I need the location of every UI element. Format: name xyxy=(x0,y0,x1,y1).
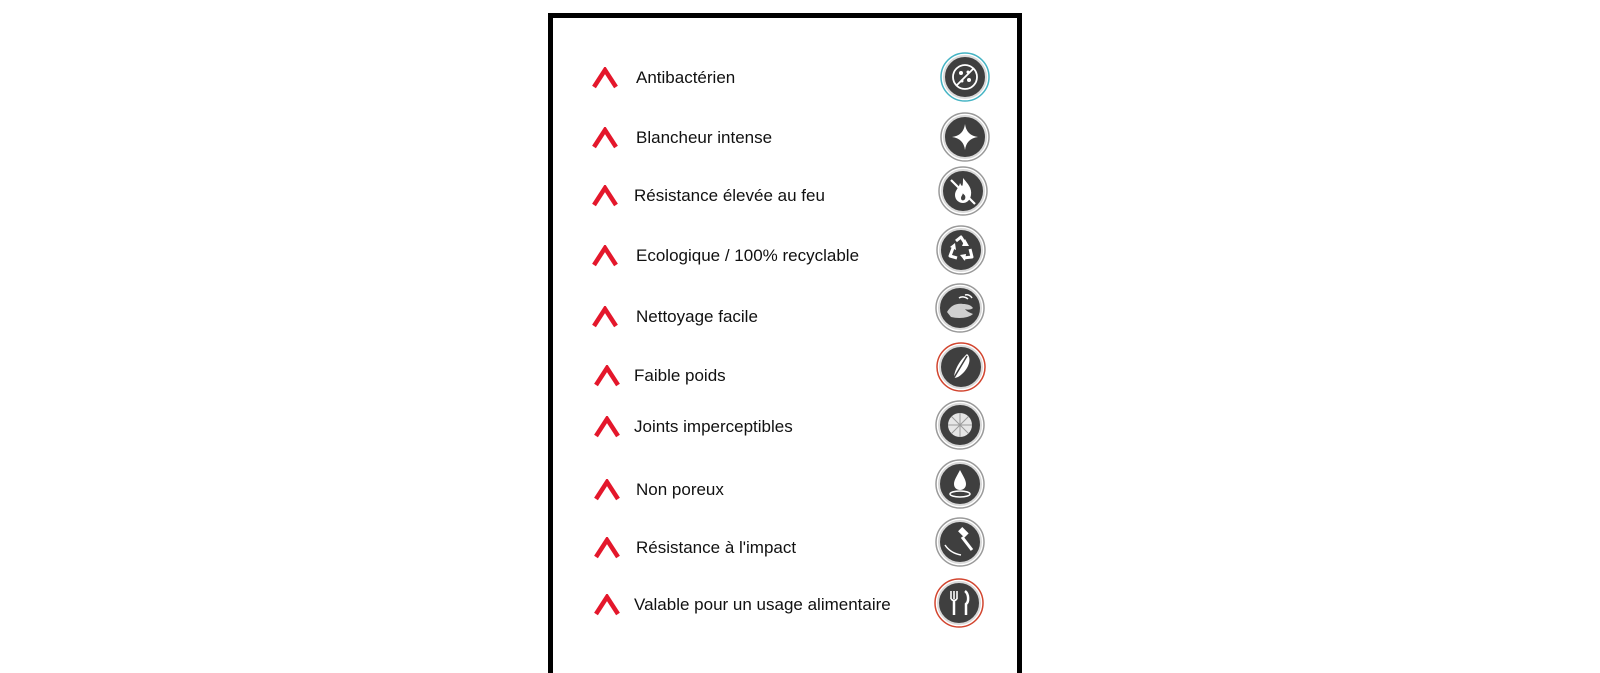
feature-label: Non poreux xyxy=(636,480,724,499)
red-chevron-icon xyxy=(591,245,619,267)
seamless-joint-icon xyxy=(935,400,985,450)
red-chevron-icon xyxy=(593,479,621,501)
hammer-icon xyxy=(935,517,985,567)
recycle-icon xyxy=(936,225,986,275)
red-chevron-icon xyxy=(593,537,621,559)
fork-knife-icon xyxy=(934,578,984,628)
feature-row-food-safe xyxy=(553,579,1017,629)
feature-row-non-porous xyxy=(553,464,1017,514)
feature-row-fire-resistance xyxy=(553,170,1017,220)
red-chevron-icon xyxy=(593,594,621,616)
red-chevron-icon xyxy=(591,127,619,149)
feature-label: Antibactérien xyxy=(636,68,736,87)
feature-row-ecological xyxy=(553,230,1017,280)
feature-label: Joints imperceptibles xyxy=(634,417,793,436)
feature-label: Faible poids xyxy=(634,366,726,385)
feature-label: Résistance élevée au feu xyxy=(634,186,825,205)
feature-label: Blancheur intense xyxy=(636,128,773,147)
red-chevron-icon xyxy=(591,185,619,207)
feature-label: Nettoyage facile xyxy=(636,307,758,326)
red-chevron-icon xyxy=(593,416,621,438)
feather-icon xyxy=(936,342,986,392)
feature-row-easy-cleaning xyxy=(553,291,1017,341)
feature-row-impact-resistance xyxy=(553,522,1017,572)
feature-row-antibacterial xyxy=(553,52,1017,102)
features-panel xyxy=(548,13,1022,673)
sparkle-icon xyxy=(940,112,990,162)
water-drop-icon xyxy=(935,459,985,509)
feature-label: Valable pour un usage alimentaire xyxy=(634,595,891,614)
feature-row-whiteness xyxy=(553,112,1017,162)
feature-row-light-weight xyxy=(553,350,1017,400)
feature-label: Ecologique / 100% recyclable xyxy=(636,246,860,265)
red-chevron-icon xyxy=(591,306,619,328)
red-chevron-icon xyxy=(591,67,619,89)
feature-row-seamless-joints xyxy=(553,401,1017,451)
cleaning-hand-icon xyxy=(935,283,985,333)
feature-label: Résistance à l'impact xyxy=(636,538,797,557)
no-fire-icon xyxy=(938,166,988,216)
red-chevron-icon xyxy=(593,365,621,387)
antibacterial-icon xyxy=(940,52,990,102)
